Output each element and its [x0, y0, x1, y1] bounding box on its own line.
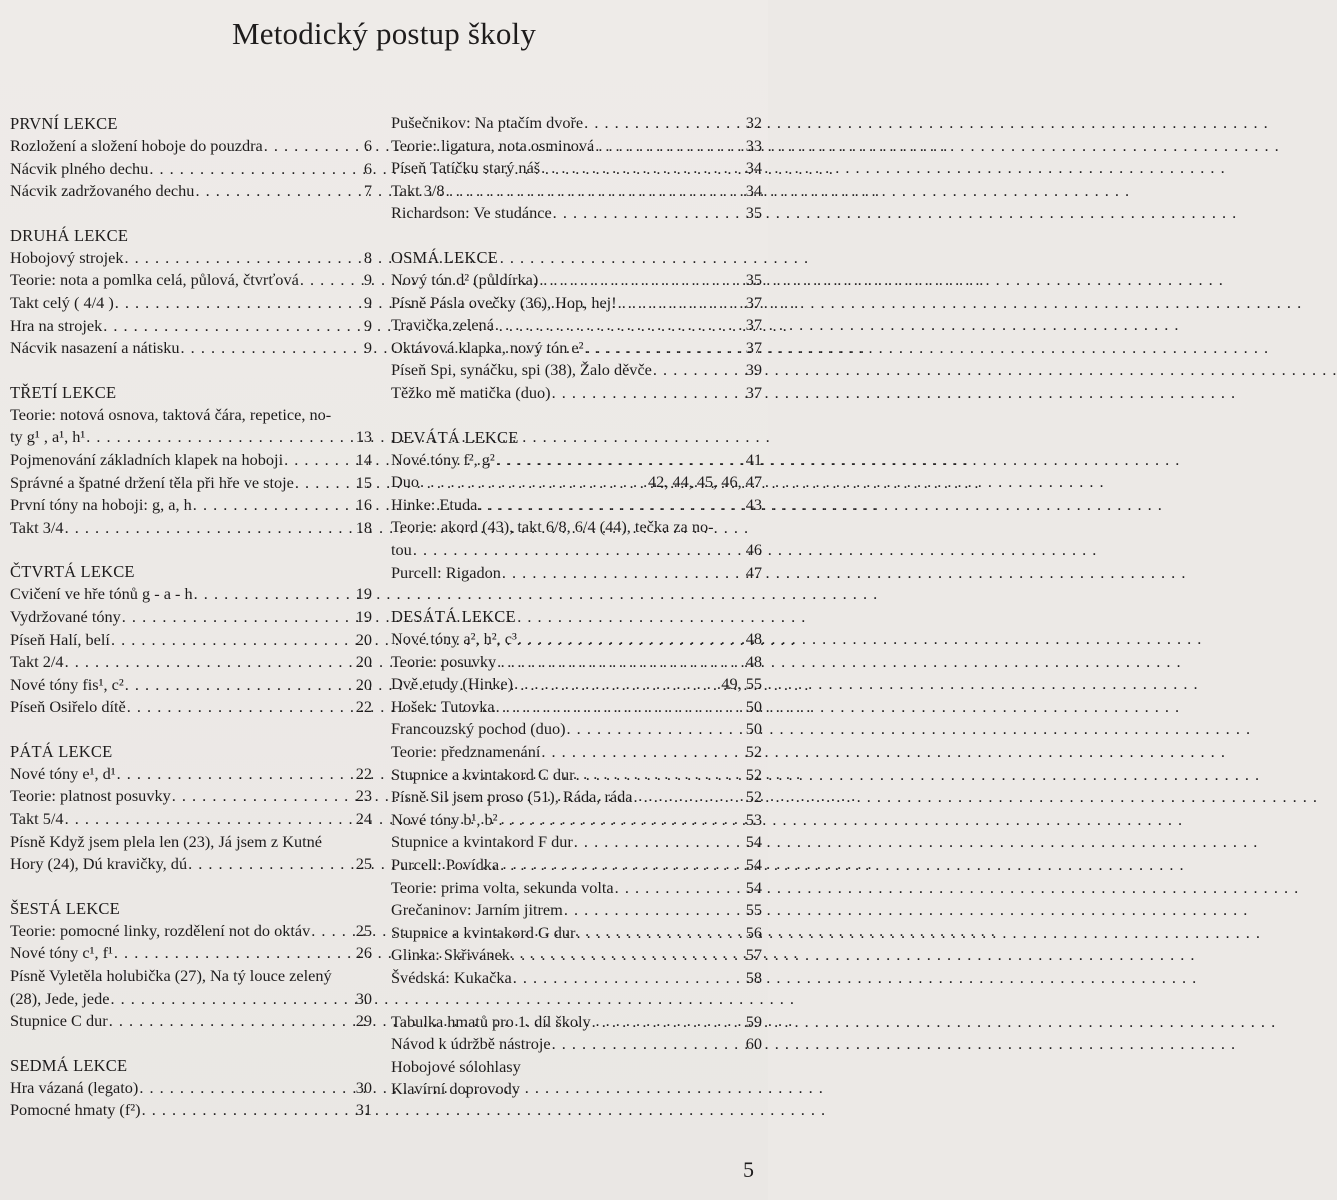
- toc-entry: [391, 673, 762, 696]
- toc-entry: [391, 337, 762, 360]
- toc-entry-text: Stupnice C dur: [10, 1011, 108, 1031]
- toc-entry-text: Teorie: platnost posuvky: [10, 786, 171, 806]
- lesson-heading: OSMÁ LEKCE: [391, 247, 498, 267]
- dot-leader: [496, 696, 745, 719]
- toc-entry-text: Návod k údržbě nástroje: [391, 1034, 551, 1054]
- toc-entry: [391, 628, 762, 651]
- toc-entry-text: Hobojový strojek: [10, 247, 124, 267]
- toc-entry: [391, 718, 762, 741]
- toc-entry: [391, 764, 762, 787]
- toc-entry-text: Pojmenování základních klapek na hoboji: [10, 449, 284, 469]
- toc-entry-page: 7: [363, 181, 372, 201]
- toc-entry-text: Stupnice a kvintakord G dur: [391, 922, 576, 942]
- toc-entry: [391, 202, 762, 225]
- toc-entry: [391, 180, 762, 203]
- toc-entry-page: 52: [745, 742, 762, 762]
- toc-entry-text: Stupnice a kvintakord F dur: [391, 832, 573, 852]
- dot-leader: [618, 292, 745, 315]
- toc-entry-text: Píseň Osiřelo dítě: [10, 697, 126, 717]
- toc-entry-page: 22: [355, 697, 372, 717]
- lesson-section: [10, 112, 372, 203]
- toc-entry-page: 37: [745, 382, 762, 402]
- lesson-heading: PRVNÍ LEKCE: [10, 114, 118, 133]
- toc-entry: [391, 1056, 762, 1079]
- toc-entry-page: 23: [355, 786, 372, 806]
- toc-entry-page: 25: [355, 920, 372, 940]
- toc-entry-text: Nové tóny c¹, f¹: [10, 943, 113, 963]
- toc-entry: [391, 831, 762, 854]
- toc-entry: [391, 135, 762, 158]
- toc-column-right: [391, 112, 762, 1101]
- toc-entry-page: 37: [745, 292, 762, 312]
- toc-entry-page: 19: [355, 584, 372, 604]
- dot-leader: [413, 539, 745, 562]
- dot-leader: [595, 135, 744, 158]
- toc-entry-text: První tóny na hoboji: g, a, h: [10, 495, 192, 515]
- toc-entry: [391, 944, 762, 967]
- toc-entry: [10, 135, 372, 158]
- toc-entry-text: Nový tón d² (půldírka): [391, 269, 539, 289]
- dot-leader: [125, 674, 355, 697]
- dot-leader: [478, 494, 744, 517]
- dot-leader: [122, 606, 355, 629]
- toc-entry-text: Rozložení a složení hoboje do pouzdra: [10, 136, 263, 155]
- toc-entry-text: Francouzský pochod (duo): [391, 719, 566, 739]
- dot-leader: [195, 180, 362, 203]
- toc-entry-text: Duo: [391, 472, 420, 492]
- toc-entry-text: Takt celý ( 4/4 ): [10, 292, 114, 312]
- lesson-section: [10, 1054, 372, 1122]
- toc-entry-text: Nové tóny e¹, d¹: [10, 763, 116, 783]
- toc-entry-page: 14: [355, 449, 372, 469]
- toc-entry: [391, 314, 762, 337]
- toc-entry-page: 35: [745, 203, 762, 223]
- toc-entry-page: 53: [745, 809, 762, 829]
- toc-entry: [391, 382, 762, 405]
- toc-entry: [391, 741, 762, 764]
- toc-entry: [10, 853, 372, 876]
- dot-leader: [514, 673, 720, 696]
- toc-entry-text: Písně Vyletěla holubička (27), Na tý louce zelený: [10, 966, 332, 986]
- lesson-section: [10, 897, 372, 1033]
- lesson-heading: SEDMÁ LEKCE: [10, 1055, 128, 1075]
- toc-entry-text: Teorie: ligatura, nota osminová: [391, 135, 595, 155]
- toc-entry-text: Takt 3/8: [391, 180, 445, 200]
- toc-entry-page: 58: [745, 968, 762, 987]
- toc-entry-page: 56: [745, 922, 762, 942]
- spacer: [10, 1033, 372, 1054]
- lesson-section: [10, 740, 372, 876]
- toc-entry: [10, 920, 372, 943]
- toc-entry-text: Těžko mě matička (duo): [391, 382, 551, 402]
- dot-leader: [111, 629, 355, 652]
- toc-entry-text: Stupnice a kvintakord C dur: [391, 764, 575, 784]
- spacer: [391, 405, 762, 426]
- toc-entry-page: 39: [745, 360, 762, 380]
- spacer: [10, 360, 372, 381]
- toc-entry-text: Písně Pásla ovečky (36), Hop, hej!: [391, 292, 617, 312]
- toc-entry: [391, 651, 762, 674]
- toc-entry-text: Nové tóny a², h², c³: [391, 629, 517, 649]
- toc-entry: [10, 158, 372, 181]
- page-number: 5: [743, 1157, 754, 1182]
- toc-entry: [10, 292, 372, 315]
- toc-entry-page: 47: [745, 562, 762, 582]
- toc-entry-page: 18: [355, 517, 372, 537]
- toc-entry-text: Nové tóny fis¹, c²: [10, 674, 124, 694]
- toc-entry: [10, 629, 372, 652]
- toc-entry-page: 48: [745, 651, 762, 671]
- toc-entry: [10, 494, 372, 517]
- dot-leader: [592, 1011, 745, 1034]
- toc-entry-page: 32: [745, 113, 762, 132]
- dot-leader: [552, 1033, 745, 1056]
- toc-entry-page: 13: [355, 427, 372, 447]
- dot-leader: [553, 202, 745, 225]
- toc-entry-text: Pušečnikov: Na ptačím dvoře: [391, 113, 584, 132]
- toc-entry-text: (28), Jede, jede: [10, 988, 110, 1008]
- toc-entry-text: Grečaninov: Jarním jitrem: [391, 900, 563, 920]
- toc-entry-page: 29: [355, 1011, 372, 1031]
- toc-entry-page: 20: [355, 652, 372, 672]
- toc-entry-page: 60: [745, 1034, 762, 1054]
- toc-entry-text: Takt 5/4: [10, 809, 64, 829]
- dot-leader: [576, 922, 744, 945]
- dot-leader: [117, 763, 355, 786]
- dot-leader: [139, 1077, 354, 1100]
- dot-leader: [585, 337, 745, 360]
- toc-entry: [10, 942, 372, 965]
- toc-entry-text: Správné a špatné držení těla při hře ve stoje: [10, 472, 294, 492]
- dot-leader: [125, 247, 363, 270]
- toc-entry: [10, 1010, 372, 1033]
- toc-entry-page: 6: [363, 136, 372, 155]
- toc-entry-page: 24: [355, 809, 372, 829]
- toc-entry-text: Písně Když jsem plela len (23), Já jsem z Kutné: [10, 831, 322, 851]
- toc-entry-page: 20: [355, 629, 372, 649]
- toc-entry-page: 19: [355, 606, 372, 626]
- toc-entry: [10, 315, 372, 338]
- dot-leader: [499, 809, 745, 832]
- toc-entry: [10, 449, 372, 472]
- toc-entry: [10, 472, 372, 495]
- toc-entry: [10, 808, 372, 831]
- toc-entry-text: Teorie: prima volta, sekunda volta: [391, 877, 614, 897]
- lesson-heading: DESÁTÁ LEKCE: [391, 607, 516, 627]
- toc-entry-text: Klavírní doprovody: [391, 1079, 520, 1099]
- toc-entry: [10, 337, 372, 360]
- dot-leader: [194, 583, 355, 606]
- toc-entry: [391, 359, 762, 382]
- dot-leader: [420, 471, 647, 494]
- dot-leader: [446, 180, 745, 203]
- dot-leader: [653, 359, 745, 382]
- dot-leader: [495, 314, 745, 337]
- toc-entry-text: Teorie: posuvky: [391, 651, 497, 671]
- dot-leader: [65, 517, 355, 540]
- toc-entry: [391, 809, 762, 832]
- toc-entry: [391, 1078, 762, 1101]
- dot-leader: [65, 808, 355, 831]
- toc-entry-page: 22: [355, 763, 372, 783]
- toc-entry-page: 54: [745, 877, 762, 897]
- toc-entry-page: 37: [745, 315, 762, 335]
- spacer: [10, 876, 372, 897]
- toc-entry-text: Teorie: notová osnova, taktová čára, repetice, no-: [10, 404, 332, 424]
- toc-entry: [391, 112, 762, 135]
- toc-entry-text: Glinka: Skřivánek: [391, 945, 510, 965]
- toc-entry-page: 52: [745, 764, 762, 784]
- dot-leader: [172, 785, 355, 808]
- toc-entry: [391, 494, 762, 517]
- dot-leader: [193, 494, 355, 517]
- spacer: [391, 990, 762, 1011]
- toc-entry-text: Hinke: Etuda: [391, 494, 478, 514]
- dot-leader: [539, 269, 744, 292]
- toc-entry-page: 9: [363, 338, 372, 358]
- toc-entry-text: Dvě etudy (Hinke): [391, 674, 514, 694]
- dot-leader: [511, 944, 745, 967]
- dot-leader: [127, 696, 355, 719]
- toc-entry-page: 8: [363, 247, 372, 267]
- toc-entry-text: Oktávová klapka, nový tón e²: [391, 337, 584, 357]
- lesson-section: [10, 560, 372, 719]
- toc-entry: [391, 967, 762, 990]
- dot-leader: [300, 269, 363, 292]
- toc-entry-text: Teorie: pomocné linky, rozdělení not do oktáv: [10, 920, 311, 940]
- toc-entry-page: 20: [355, 674, 372, 694]
- toc-entry: [391, 877, 762, 900]
- lesson-heading: ŠESTÁ LEKCE: [10, 898, 120, 918]
- toc-entry: [10, 674, 372, 697]
- toc-entry-page: 55: [745, 900, 762, 920]
- toc-entry: [10, 180, 372, 203]
- toc-entry-text: Hra na strojek: [10, 315, 103, 335]
- lesson-heading: DRUHÁ LEKCE: [10, 225, 129, 245]
- toc-entry-text: Hra vázaná (legato): [10, 1077, 139, 1097]
- dot-leader: [86, 426, 354, 449]
- toc-entry-text: Písně Sil jsem proso (51), Ráda, ráda: [391, 787, 633, 807]
- toc-entry: [10, 517, 372, 540]
- toc-entry-page: 50: [745, 719, 762, 739]
- toc-entry-page: 59: [745, 1011, 762, 1031]
- toc-entry-text: Píseň Spi, synáčku, spi (38), Žalo děvče: [391, 360, 652, 380]
- toc-entry-page: 52: [745, 787, 762, 807]
- dot-leader: [497, 651, 745, 674]
- toc-entry-page: 34: [745, 158, 762, 178]
- toc-entry: [391, 471, 762, 494]
- dot-leader: [295, 472, 355, 495]
- toc-entry-text: Švédská: Kukačka: [391, 968, 512, 987]
- dot-leader: [103, 315, 363, 338]
- dot-leader: [513, 967, 745, 990]
- toc-entry: [391, 854, 762, 877]
- toc-entry-text: ty g¹ , a¹, h¹: [10, 427, 86, 447]
- toc-entry-text: Takt 3/4: [10, 517, 64, 537]
- toc-entry-text: Nové tóny f², g²: [391, 449, 495, 469]
- lesson-section: [10, 381, 372, 540]
- toc-entry-text: Teorie: nota a pomlka celá, půlová, čtvrťová: [10, 270, 299, 290]
- toc-entry-page: 26: [355, 943, 372, 963]
- toc-entry: [391, 1011, 762, 1034]
- toc-entry: [10, 651, 372, 674]
- toc-entry: [391, 786, 762, 809]
- toc-entry-page: 48: [745, 629, 762, 649]
- toc-entry-page: 30: [355, 1077, 372, 1097]
- toc-entry: [391, 922, 762, 945]
- dot-leader: [615, 877, 745, 900]
- toc-entry: [10, 785, 372, 808]
- toc-entry: [391, 269, 762, 292]
- toc-entry-page: 41: [745, 449, 762, 469]
- toc-entry-page: 9: [363, 315, 372, 335]
- toc-entry: [10, 696, 372, 719]
- toc-entry-text: Purcell: Rigadon: [391, 562, 501, 582]
- dot-leader: [552, 382, 745, 405]
- toc-entry: [10, 247, 372, 270]
- lesson-heading: DEVÁTÁ LEKCE: [391, 427, 519, 447]
- spacer: [391, 225, 762, 246]
- dot-leader: [109, 1010, 355, 1033]
- spacer: [391, 584, 762, 605]
- toc-entry-text: Vydržované tóny: [10, 606, 121, 626]
- dot-leader: [110, 988, 354, 1011]
- dot-leader: [574, 831, 745, 854]
- toc-entry-text: Nácvik plného dechu: [10, 158, 149, 178]
- toc-entry-text: Píseň Halí, belí: [10, 629, 110, 649]
- toc-entry-text: Cvičení ve hře tónů g - a - h: [10, 584, 193, 604]
- toc-entry-page: 9: [363, 292, 372, 312]
- toc-entry-page: 37: [745, 337, 762, 357]
- lesson-section: [10, 224, 372, 360]
- toc-entry: [10, 1077, 372, 1100]
- dot-leader: [502, 562, 745, 585]
- toc-entry-text: Richardson: Ve studánce: [391, 203, 552, 223]
- toc-entry-page: 31: [355, 1100, 372, 1120]
- dot-leader: [633, 786, 744, 809]
- toc-entry-page: 49, 55: [721, 674, 762, 694]
- toc-entry: [391, 696, 762, 719]
- toc-entry-text: Nové tóny b¹, b²: [391, 809, 498, 829]
- toc-entry-page: 16: [355, 495, 372, 515]
- lesson-section: [391, 426, 762, 585]
- toc-entry: [10, 269, 372, 292]
- toc-entry: [391, 899, 762, 922]
- lesson-heading: PÁTÁ LEKCE: [10, 741, 113, 761]
- toc-entry: [10, 583, 372, 606]
- toc-entry-page: 54: [745, 855, 762, 875]
- toc-entry-page: 42, 44, 45, 46, 47: [648, 472, 762, 492]
- toc-entry-text: Teorie: akord (43), takt 6/8, 6/4 (44), tečka za no-: [391, 517, 714, 537]
- dot-leader: [564, 899, 745, 922]
- toc-entry: [10, 426, 372, 449]
- toc-entry-text: Nácvik zadržovaného dechu: [10, 181, 195, 201]
- dot-leader: [264, 135, 363, 158]
- dot-leader: [541, 157, 745, 180]
- lesson-section: [391, 246, 762, 405]
- toc-entry-text: Travička zelená: [391, 315, 494, 335]
- toc-entry: [391, 449, 762, 472]
- toc-entry-text: Pomocné hmaty (f²): [10, 1100, 141, 1120]
- dot-leader: [188, 853, 355, 876]
- lesson-heading: ČTVRTÁ LEKCE: [10, 562, 135, 582]
- toc-entry-page: 33: [745, 135, 762, 155]
- dot-leader: [284, 449, 355, 472]
- toc-entry-page: 9: [363, 270, 372, 290]
- dot-leader: [142, 1099, 355, 1122]
- toc-entry: [10, 1099, 372, 1122]
- spacer: [10, 203, 372, 224]
- lesson-section: [391, 605, 762, 990]
- toc-entry-text: Nácvik nasazení a nátisku: [10, 338, 180, 358]
- toc-entry-page: 50: [745, 696, 762, 716]
- toc-entry-text: Purcell: Povídka: [391, 855, 500, 875]
- toc-entry-text: Tabulka hmatů pro 1. díl školy: [391, 1011, 591, 1031]
- toc-entry-text: Takt 2/4: [10, 652, 64, 672]
- dot-leader: [114, 942, 355, 965]
- toc-entry: [391, 1033, 762, 1056]
- toc-entry: [391, 157, 762, 180]
- toc-entry-page: 46: [745, 539, 762, 559]
- lesson-heading: TŘETÍ LEKCE: [10, 382, 117, 402]
- toc-entry-page: 30: [355, 988, 372, 1008]
- toc-entry-page: 34: [745, 180, 762, 200]
- dot-leader: [115, 292, 363, 315]
- toc-entry-page: 54: [745, 832, 762, 852]
- toc-entry-text: Hobojové sólohlasy: [391, 1056, 521, 1076]
- toc-entry-page: 6: [363, 158, 372, 178]
- toc-column-left: [10, 112, 372, 1122]
- toc-entry: [10, 988, 372, 1011]
- toc-entry-text: Teorie: předznamenání: [391, 742, 541, 762]
- toc-entry: [10, 763, 372, 786]
- dot-leader: [149, 158, 363, 181]
- dot-leader: [584, 112, 745, 135]
- page-title: Metodický postup školy: [231, 16, 537, 51]
- dot-leader: [576, 764, 745, 787]
- toc-entry-text: Hory (24), Dú kravičky, dú: [10, 854, 188, 874]
- dot-leader: [311, 920, 354, 943]
- dot-leader: [567, 718, 745, 741]
- toc-entry-text: Píseň Tatíčku starý náš: [391, 158, 541, 178]
- dot-leader: [181, 337, 363, 360]
- toc-entry-text: tou: [391, 539, 412, 559]
- toc-entry-page: 35: [745, 269, 762, 289]
- toc-entry-page: 25: [355, 854, 372, 874]
- dot-leader: [500, 854, 745, 877]
- spacer: [10, 539, 372, 560]
- toc-entry: [391, 562, 762, 585]
- toc-entry: [391, 539, 762, 562]
- spacer: [10, 719, 372, 740]
- dot-leader: [518, 628, 745, 651]
- toc-entry: [10, 606, 372, 629]
- toc-entry-page: 15: [355, 472, 372, 492]
- toc-entry-page: 43: [745, 494, 762, 514]
- toc-entry-page: 57: [745, 945, 762, 965]
- dot-leader: [541, 741, 744, 764]
- toc-entry: [391, 292, 762, 315]
- toc-entry-text: Hošek: Tutovka: [391, 696, 495, 716]
- dot-leader: [496, 449, 745, 472]
- dot-leader: [65, 651, 355, 674]
